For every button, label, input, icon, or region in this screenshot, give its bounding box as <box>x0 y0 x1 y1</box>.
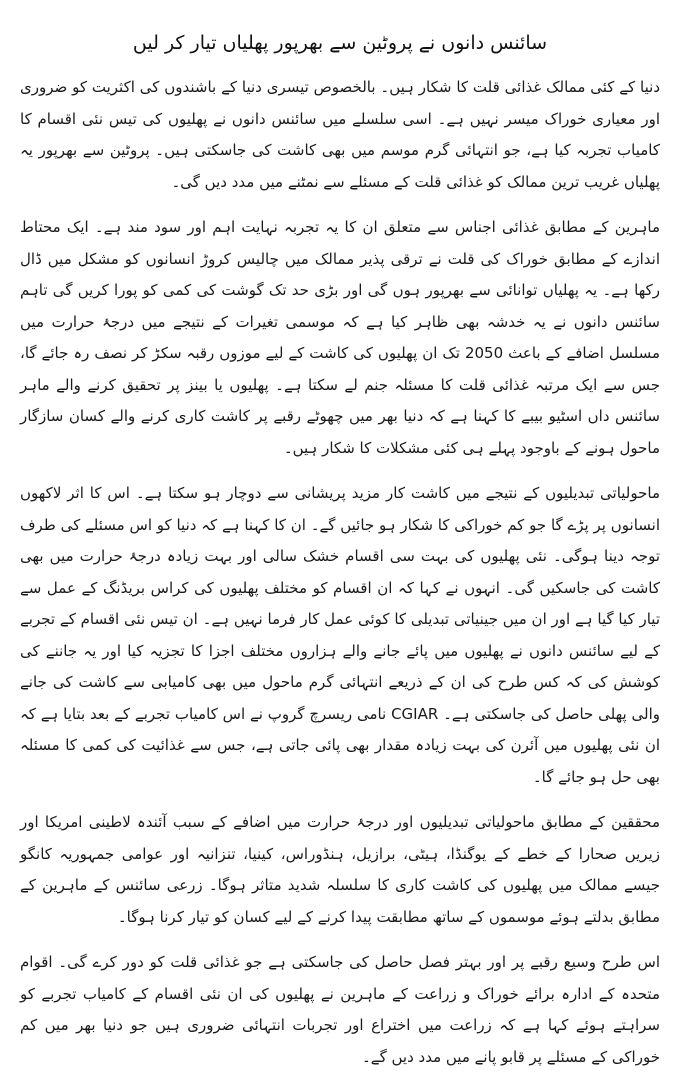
article-paragraph-2: ماہرین کے مطابق غذائی اجناس سے متعلق ان کا یہ تجربہ نہایت اہم اور سود مند ہے۔ ایک محتاط اندازے کے مطابق خوراک کی قلت نے ترقی پذیر ممالک میں چالیس کروڑ انسانوں کو مشکل میں ڈال رکھا ہے۔ یہ پھلیاں توانائی سے بھرپور ہوں گی اور بڑی حد تک گوشت کی کمی کو پورا کریں گی تاہم سائنس دانوں نے یہ خدشہ بھی ظاہر کیا ہے کہ موسمی تغیرات کے نتیجے میں درجۂ حرارت میں مسلسل اضافے کے باعث 2050 تک ان پھلیوں کی کاشت کے لیے موزوں رقبہ سکڑ کر نصف رہ جائے گا، جس سے ایک مرتبہ غذائی قلت کا مسئلہ جنم لے سکتا ہے۔ پھلیوں یا بینز پر تحقیق کرنے والے ماہر سائنس داں اسٹیو بیبے کا کہنا ہے کہ دنیا بھر میں چھوٹے رقبے پر کاشت کاری کرنے والے کسان سازگار ماحول ہونے کے باوجود پہلے ہی کئی مشکلات کا شکار ہیں۔ <box>20 218 660 457</box>
article-title: سائنس دانوں نے پروٹین سے بھرپور پھلیاں تیار کر لیں <box>132 32 548 54</box>
article-paragraph-1: دنیا کے کئی ممالک غذائی قلت کا شکار ہیں۔ بالخصوص تیسری دنیا کے باشندوں کی اکثریت کو ضروری اور معیاری خوراک میسر نہیں ہے۔ اسی سلسلے میں سائنس دانوں نے پھلیوں کی تیس نئی اقسام کا کامیاب تجربہ کیا ہے، جو انتہائی گرم موسم میں بھی کاشت کی جاسکتی ہیں۔ پروٹین سے بھرپور یہ پھلیاں غریب ترین ممالک کو غذائی قلت کے مسئلے سے نمٹنے میں مدد دیں گی۔ <box>20 78 660 191</box>
article-paragraph-4: محققین کے مطابق ماحولیاتی تبدیلیوں اور درجۂ حرارت میں اضافے کے سبب آئندہ لاطینی امریکا اور زیریں صحارا کے خطے کے یوگنڈا، ہیٹی، برازیل، ہنڈوراس، کینیا، تنزانیہ اور عوامی جمہوریہ کانگو جیسے ممالک میں پھلیوں کی کاشت کاری کا سلسلہ شدید متاثر ہوگا۔ زرعی سائنس کے ماہرین کے مطابق بدلتے ہوئے موسموں کے ساتھ مطابقت پیدا کرنے کے لیے کسان کو تیار کرنا ہوگا۔ <box>20 813 660 926</box>
article-paragraph-3: ماحولیاتی تبدیلیوں کے نتیجے میں کاشت کار مزید پریشانی سے دوچار ہو سکتا ہے۔ اس کا اثر لاکھوں انسانوں پر پڑے گا جو کم خوراکی کا شکار ہو جائیں گے۔ ان کا کہنا ہے کہ دنیا کو اس مسئلے کی طرف توجہ دینا ہوگی۔ نئی پھلیوں کی بہت سی اقسام خشک سالی اور بہت زیادہ درجۂ حرارت میں بھی کاشت کی جاسکیں گی۔ انہوں نے کہا کہ ان اقسام کو مختلف پھلیوں کی کراس بریڈنگ کے عمل سے تیار کیا گیا ہے اور ان میں جینیاتی تبدیلی کا کوئی عمل کار فرما نہیں ہے۔ ان تیس نئی اقسام کے تجربے کے لیے سائنس دانوں نے پھلیوں میں پائے جانے والے ہزاروں مختلف اجزا کا تجزیہ کیا اور یہ جاننے کی کوشش کی کہ کس طرح کی ان کے ذریعے انتہائی گرم ماحول میں بھی کامیابی سے کاشت کی جانے والی پھلی حاصل کی جاسکتی ہے۔ CGIAR نامی ریسرچ گروپ نے اس کامیاب تجربے کے بعد بتایا ہے کہ ان نئی پھلیوں میں آئرن کی بہت زیادہ مقدار بھی پائی جاتی ہے، جس سے غذائیت کی کمی کا مسئلہ بھی حل ہو جائے گا۔ <box>20 484 660 786</box>
article-paragraph-5: اس طرح وسیع رقبے پر اور بہتر فصل حاصل کی جاسکتی ہے جو غذائی قلت کو دور کرے گی۔ اقوام متحدہ کے ادارہ برائے خوراک و زراعت کے ماہرین نے پھلیوں کی ان نئی اقسام کے کامیاب تجربے کو سراہتے ہوئے کہا ہے کہ زراعت میں اختراع اور تجربات انتہائی ضروری ہیں جو دنیا بھر میں کم خوراکی کے مسئلے پر قابو پانے میں مدد دیں گے۔ <box>20 953 660 1066</box>
